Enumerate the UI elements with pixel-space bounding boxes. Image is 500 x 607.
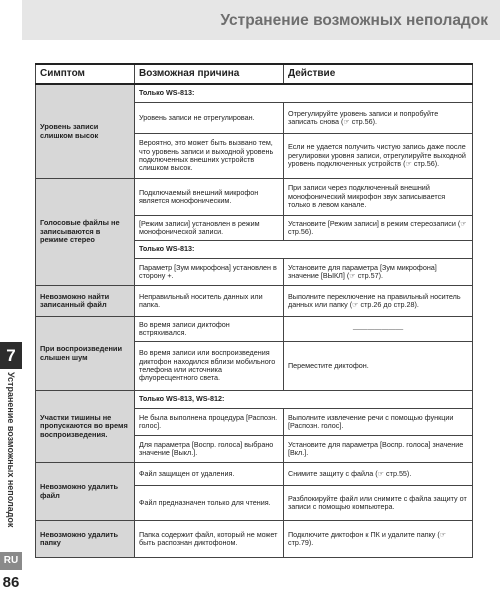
cause-cell: Во время записи или воспроизведения диктофон находился вблизи мобильного телефона или источника флуоресцентного света. [135, 342, 284, 391]
symptom-cell: Невозможно удалить файл [36, 463, 135, 521]
cause-cell: Не была выполнена процедура [Распозн. голос]. [135, 409, 284, 436]
header-bar [22, 0, 500, 40]
table-row [36, 463, 473, 486]
header-symptom: Симптом [36, 64, 135, 84]
action-cell: ——————— [284, 317, 473, 342]
cause-cell: Уровень записи не отрегулирован. [135, 103, 284, 134]
troubleshooting-table [35, 63, 473, 558]
action-cell: Установите для параметра [Зум микрофона] значение [ВЫКЛ] (☞ стр.57). [284, 259, 473, 286]
cause-cell: Неправильный носитель данных или папка. [135, 286, 284, 317]
page-number: 86 [2, 574, 20, 591]
symptom-cell: Участки тишины не пропускаются во время воспроизведения. [36, 391, 135, 463]
action-cell: Выполните извлечение речи с помощью функции [Распозн. голос]. [284, 409, 473, 436]
action-cell: Установите для параметра [Воспр. голоса] значение [Вкл.]. [284, 436, 473, 463]
action-cell: Переместите диктофон. [284, 342, 473, 391]
side-chapter-title-text: Устранение возможных неполадок [6, 372, 16, 528]
action-cell: Подключите диктофон к ПК и удалите папку (☞ стр.79). [284, 521, 473, 558]
table-row [36, 391, 473, 409]
cause-cell: [Режим записи] установлен в режим монофонической записи. [135, 216, 284, 241]
symptom-cell: При воспроизведении слышен шум [36, 317, 135, 391]
cause-cell: Файл защищен от удаления. [135, 463, 284, 486]
language-badge: RU [0, 552, 22, 570]
action-cell: Если не удается получить чистую запись даже после регулировки уровня записи, отрегулируйте выходной уровень подключенных устройств (☞ стр.56). [284, 134, 473, 179]
cause-cell: Параметр [Зум микрофона] установлен в сторону +. [135, 259, 284, 286]
model-note: Только WS-813: [135, 84, 473, 103]
cause-cell: Папка содержит файл, который не может быть распознан диктофоном. [135, 521, 284, 558]
cause-cell: Для параметра [Воспр. голоса] выбрано значение [Выкл.]. [135, 436, 284, 463]
table-row [36, 317, 473, 342]
cause-cell: Файл предназначен только для чтения. [135, 486, 284, 521]
symptom-cell: Голосовые файлы не записываются в режиме стерео [36, 179, 135, 286]
action-cell: Выполните переключение на правильный носитель данных или папку (☞ стр.26 до стр.28). [284, 286, 473, 317]
cause-cell: Вероятно, это может быть вызвано тем, что уровень записи и выходной уровень подключенных внешних устройств слишком высок. [135, 134, 284, 179]
table-row [36, 286, 473, 317]
action-cell: При записи через подключенный внешний монофонический микрофон звук записывается только в левом канале. [284, 179, 473, 216]
side-chapter-title [2, 372, 20, 532]
page-title: Устранение возможных неполадок [220, 12, 488, 29]
model-note: Только WS-813, WS-812: [135, 391, 473, 409]
header-action: Действие [284, 64, 473, 84]
action-cell: Разблокируйте файл или снимите с файла защиту от записи с помощью компьютера. [284, 486, 473, 521]
symptom-cell: Невозможно найти записанный файл [36, 286, 135, 317]
symptom-cell: Уровень записи слишком высок [36, 84, 135, 179]
chapter-number: 7 [0, 342, 22, 369]
symptom-cell: Невозможно удалить папку [36, 521, 135, 558]
cause-cell: Подключаемый внешний микрофон является монофоническим. [135, 179, 284, 216]
action-cell: Отрегулируйте уровень записи и попробуйте записать снова (☞ стр.56). [284, 103, 473, 134]
header-cause: Возможная причина [135, 64, 284, 84]
table-header-row [36, 64, 473, 84]
table-row [36, 521, 473, 558]
table-row [36, 179, 473, 216]
action-cell: Установите [Режим записи] в режим стереозаписи (☞ стр.56). [284, 216, 473, 241]
model-note: Только WS-813: [135, 241, 473, 259]
action-cell: Снимите защиту с файла (☞ стр.55). [284, 463, 473, 486]
cause-cell: Во время записи диктофон встряхивался. [135, 317, 284, 342]
table-row [36, 84, 473, 103]
